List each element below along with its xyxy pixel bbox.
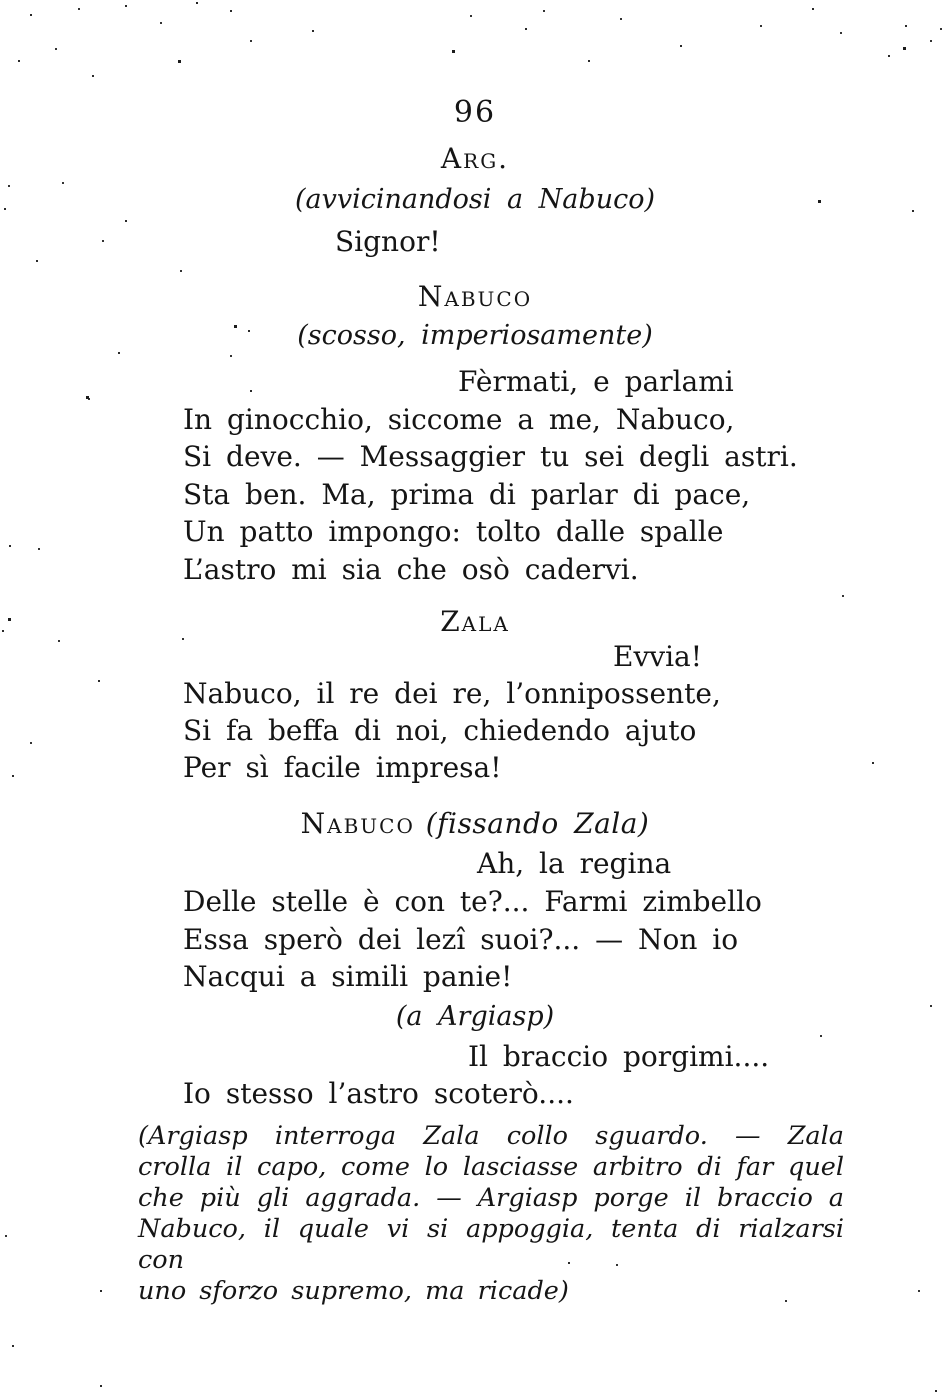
verse-line: Si deve. — Messaggier tu sei degli astri.	[183, 440, 798, 473]
speaker-heading-zala: Zala	[440, 605, 510, 638]
stage-direction: (scosso, imperiosamente)	[297, 320, 653, 351]
verse-line: Nabuco, il re dei re, l’onnipossente,	[183, 677, 721, 710]
verse-line: Un patto impongo: tolto dalle spalle	[183, 515, 724, 548]
speaker-heading-arg: Arg.	[440, 142, 510, 175]
verse-line: Per sì facile impresa!	[183, 751, 502, 784]
verse-line: Nacqui a simili panie!	[183, 960, 513, 993]
page-number: 96	[453, 95, 497, 130]
verse-line: Sta ben. Ma, prima di parlar di pace,	[183, 478, 751, 511]
verse-line: Signor!	[335, 225, 441, 258]
verse-line: Il braccio porgimi....	[468, 1040, 770, 1073]
verse-line: Io stesso l’astro scoterò....	[183, 1077, 574, 1110]
verse-line: Essa sperò dei lezî suoi?... — Non io	[183, 923, 739, 956]
verse-line: In ginocchio, siccome a me, Nabuco,	[183, 403, 735, 436]
speaker-heading-nabuco-2	[0, 808, 950, 840]
scan-noise-speckles-large	[0, 0, 3, 3]
closing-stage-direction	[138, 1121, 844, 1307]
verse-line: Ah, la regina	[477, 847, 672, 880]
closing-stage-direction-line: uno sforzo supremo, ma ricade)	[138, 1276, 569, 1306]
stage-direction: (a Argiasp)	[395, 1001, 555, 1032]
verse-line: Si fa beffa di noi, chiedendo ajuto	[183, 714, 697, 747]
closing-stage-direction-line: crolla il capo, come lo lasciasse arbitro di far quel	[138, 1152, 844, 1182]
verse-line: Evvia!	[613, 640, 702, 673]
verse-line: L’astro mi sia che osò cadervi.	[183, 553, 639, 586]
inline-stage-direction: (fissando Zala)	[425, 807, 650, 840]
speaker-name: Nabuco	[300, 807, 415, 840]
closing-stage-direction-line: (Argiasp interroga Zala collo sguardo. — Zala	[138, 1121, 844, 1151]
closing-stage-direction-line: Nabuco, il quale vi si appoggia, tenta di rialzarsi con	[138, 1214, 844, 1275]
verse-line: Fèrmati, e parlami	[458, 365, 734, 398]
verse-line: Delle stelle è con te?... Farmi zimbello	[183, 885, 762, 918]
closing-stage-direction-line: che più gli aggrada. — Argiasp porge il braccio a	[138, 1183, 844, 1213]
speaker-heading-nabuco: Nabuco	[417, 280, 533, 313]
stage-direction: (avvicinandosi a Nabuco)	[294, 184, 655, 215]
